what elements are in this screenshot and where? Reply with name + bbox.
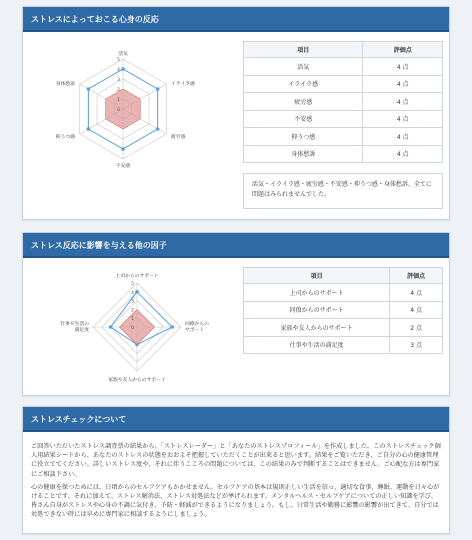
radar-axis-label: 活気: [118, 52, 128, 57]
radar-point: [87, 127, 91, 131]
about-paragraph: 心の健康を保つためには、日頃からのセルフケアもかかせません。セルフケアの基本は規則正しい生活を信っ、適切な食事、睡眠、運動を日々心がけることです。それに加えて、ストレス解消法、ストレス対処法などが挙げられます。メンタルヘルス・セルフケアについての正しい知識を学び、皆さん自身がストレスや心身の不調に気付き、予防・軽減ができるようになりましょう。もし、日常生活や勤務に影響の影響が出てきて、自分では対処できない時には早めに専門家に相談するようにしましょう。: [31, 483, 440, 519]
row-score: 4 点: [363, 75, 443, 93]
row-score: 4 点: [390, 284, 443, 302]
stress-reaction-panel: [22, 6, 450, 220]
radar-tick-label: 0: [117, 108, 120, 113]
table-row: [244, 110, 443, 128]
other-factors-panel: [22, 232, 450, 396]
radar-axis-label: イライラ感: [171, 82, 195, 87]
table-row: [244, 58, 443, 76]
row-label: 身体愁訴: [244, 145, 363, 163]
radar-point: [135, 290, 139, 294]
radar-point: [170, 325, 174, 329]
table-row: [244, 284, 443, 302]
row-score: 4 点: [363, 93, 443, 111]
other-factors-title: ストレス反応に影響を与える他の因子: [23, 233, 449, 258]
about-body: [23, 432, 449, 526]
radar-axis-label: 同僚からの: [185, 322, 209, 327]
table-header-score: 評価点: [390, 268, 443, 284]
row-score: 4 点: [363, 145, 443, 163]
row-label: 不安感: [244, 110, 363, 128]
table-header-score: 評価点: [363, 42, 443, 58]
radar-tick-label: 3: [117, 78, 120, 83]
row-label: 家族や友人からのサポート: [244, 319, 390, 337]
stress-reaction-radar: [53, 39, 213, 179]
row-label: イライラ感: [244, 75, 363, 93]
table-row: [244, 75, 443, 93]
radar-point: [87, 87, 91, 91]
row-score: 4 点: [363, 110, 443, 128]
table-row: [244, 301, 443, 319]
radar-tick-label: 2: [117, 88, 120, 93]
radar-tick-label: 4: [131, 290, 134, 296]
radar-axis-label: 疲労感: [171, 135, 186, 140]
row-label: 抑うつ感: [244, 128, 363, 146]
about-panel: [22, 406, 450, 534]
row-label: 疲労感: [244, 93, 363, 111]
radar-series-area: [106, 89, 141, 129]
radar-tick-label: 3: [131, 299, 134, 305]
stress-reaction-title: ストレスによっておこる心身の反応: [23, 7, 449, 32]
table-row: [244, 93, 443, 111]
radar-axis-label: 満足度: [74, 328, 89, 333]
table-header-item: 項目: [244, 42, 363, 58]
row-label: 活気: [244, 58, 363, 76]
table-header-item: 項目: [244, 268, 390, 284]
radar-axis-label: 上司からのサポート: [115, 274, 159, 279]
radar-tick-label: 1: [131, 317, 134, 323]
table-row: [244, 128, 443, 146]
radar-tick-label: 5: [131, 282, 134, 287]
radar-tick-label: 2: [131, 308, 134, 314]
other-factors-table: [243, 267, 443, 354]
radar-tick-label: 1: [117, 98, 120, 103]
radar-axis-label: 不安感: [115, 164, 131, 169]
radar-point: [121, 147, 125, 151]
radar-axis-label: 身体愁訴: [55, 82, 75, 87]
radar-point: [156, 127, 160, 131]
stress-reaction-comment: 活気・イライラ感・疲労感・不安感・抑うつ感・身体愁訴、全てに問題はみられませんでした。: [243, 173, 443, 209]
row-score: 2 点: [390, 319, 443, 337]
row-score: 4 点: [390, 301, 443, 319]
radar-point: [121, 67, 125, 71]
radar-axis-label: サポート: [185, 328, 205, 333]
table-row: [244, 336, 443, 354]
radar-tick-label: 4: [117, 68, 120, 73]
row-score: 4 点: [363, 58, 443, 76]
table-row: [244, 145, 443, 163]
radar-axis-label: 抑うつ感: [55, 135, 75, 140]
radar-tick-label: 5: [117, 58, 120, 63]
row-label: 仕事や生活の満足度: [244, 336, 390, 354]
row-label: 同僚からのサポート: [244, 301, 390, 319]
radar-tick-label: 0: [131, 326, 134, 331]
row-label: 上司からのサポート: [244, 284, 390, 302]
radar-axis-label: 家族や友人からのサポート: [108, 378, 166, 383]
row-score: 3 点: [390, 336, 443, 354]
radar-point: [109, 325, 113, 329]
other-factors-radar: [35, 265, 235, 393]
table-row: [244, 319, 443, 337]
row-score: 4 点: [363, 128, 443, 146]
stress-reaction-table: [243, 41, 443, 163]
radar-point: [156, 87, 160, 91]
about-title: ストレスチェックについて: [23, 407, 449, 432]
radar-series-area: [119, 309, 154, 344]
radar-axis-label: 仕事や生活の: [60, 322, 89, 327]
about-paragraph: ご回答いただいたストレス調査票の結果から、「ストレスレーダー」と「あなたのストレスプロフィール」を作成しました。このストレスチェック個人用結果シートから、あなたのストレスの状態をおおよそ把握していただくことが出来ると思います。結果をご覧いただき、ご自分の心の健康管理に役立ててください。詳しいストレス度や、それに伴うこころの問題については、この結果のみで判断することはできません。ご心配な方は専門家にご相談下さい。: [31, 443, 441, 478]
